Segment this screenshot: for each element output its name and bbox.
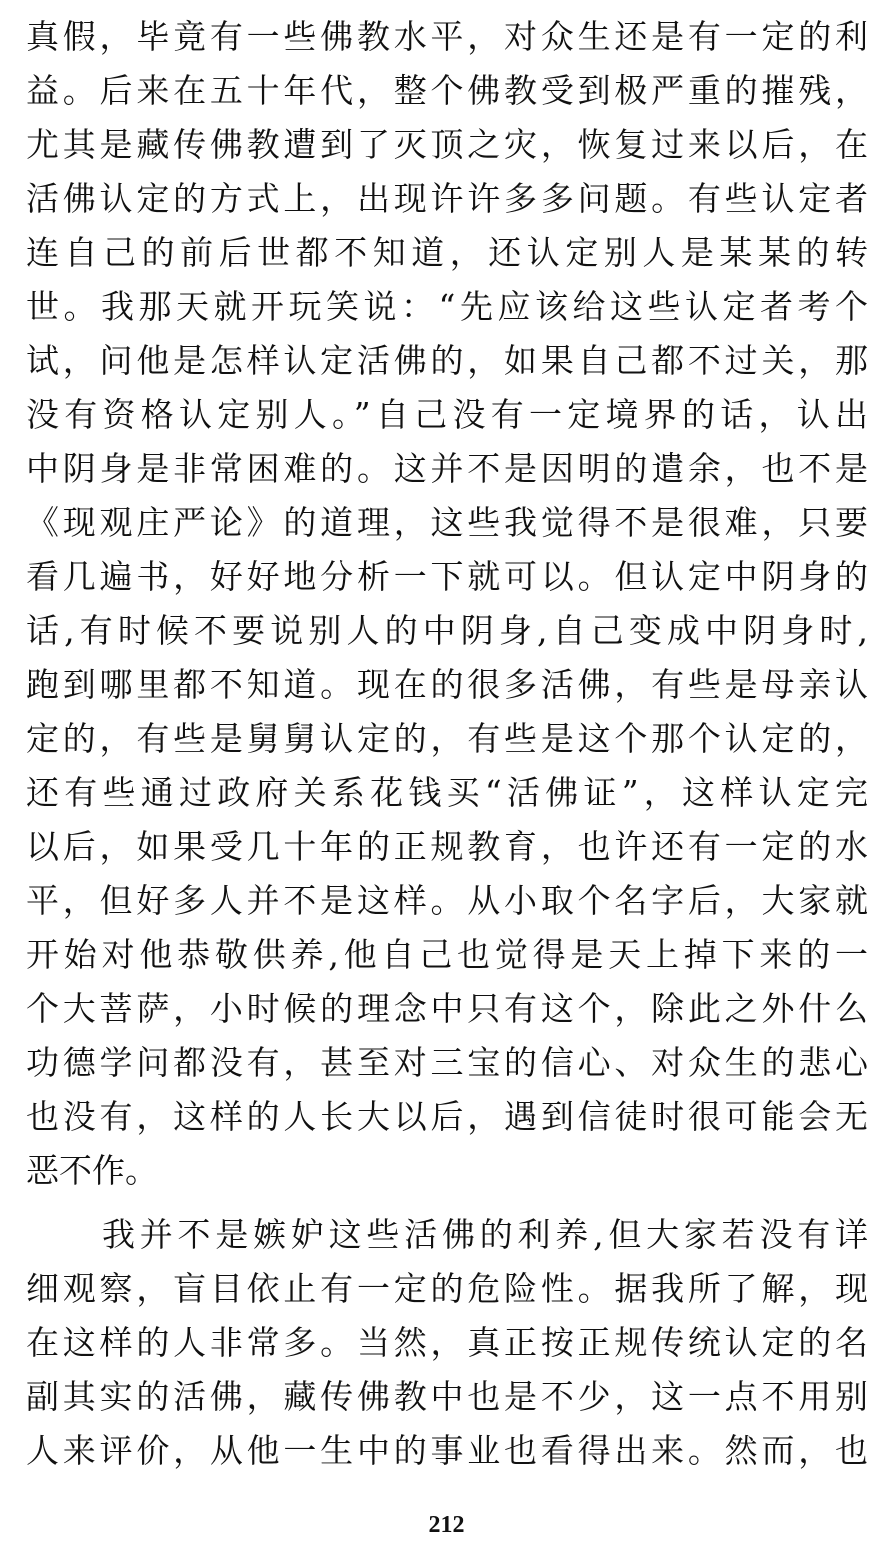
text-line: 在这样的人非常多。当然，真正按正规传统认定的名 [26, 1323, 868, 1362]
text-line: 以后，如果受几十年的正规教育，也许还有一定的水 [26, 827, 868, 866]
text-line: 连自己的前后世都不知道，还认定别人是某某的转 [26, 233, 868, 272]
text-line: 副其实的活佛，藏传佛教中也是不少，这一点不用别 [26, 1377, 868, 1416]
text-line: 我并不是嫉妒这些活佛的利养,但大家若没有详 [102, 1215, 868, 1254]
text-line: 平，但好多人并不是这样。从小取个名字后，大家就 [26, 881, 868, 920]
text-line: 《现观庄严论》的道理，这些我觉得不是很难，只要 [26, 503, 868, 542]
text-line: 没有资格认定别人。”自己没有一定境界的话，认出 [26, 395, 868, 434]
text-line: 看几遍书，好好地分析一下就可以。但认定中阴身的 [26, 557, 868, 596]
page-number: 212 [428, 1512, 465, 1538]
paragraph [26, 1208, 868, 1478]
text-line: 尤其是藏传佛教遭到了灭顶之灾，恢复过来以后，在 [26, 125, 868, 164]
text-line: 世。我那天就开玩笑说：“先应该给这些认定者考个 [26, 287, 868, 326]
text-line: 真假，毕竟有一些佛教水平，对众生还是有一定的利 [26, 17, 868, 56]
text-line: 活佛认定的方式上，出现许许多多问题。有些认定者 [26, 179, 868, 218]
text-line: 恶不作。 [26, 1151, 158, 1190]
text-line: 开始对他恭敬供养,他自己也觉得是天上掉下来的一 [26, 935, 868, 974]
text-line: 定的，有些是舅舅认定的，有些是这个那个认定的， [26, 719, 868, 758]
text-line: 个大菩萨，小时候的理念中只有这个，除此之外什么 [26, 989, 868, 1028]
text-line: 试，问他是怎样认定活佛的，如果自己都不过关，那 [26, 341, 868, 380]
text-line: 益。后来在五十年代，整个佛教受到极严重的摧残， [26, 71, 868, 110]
text-line: 人来评价，从他一生中的事业也看得出来。然而，也 [26, 1431, 868, 1470]
text-line: 中阴身是非常困难的。这并不是因明的遣余，也不是 [26, 449, 868, 488]
paragraph [26, 10, 868, 1198]
text-line: 也没有，这样的人长大以后，遇到信徒时很可能会无 [26, 1097, 868, 1136]
text-line: 还有些通过政府关系花钱买“活佛证”，这样认定完 [26, 773, 868, 812]
text-line: 跑到哪里都不知道。现在的很多活佛，有些是母亲认 [26, 665, 868, 704]
text-line: 功德学问都没有，甚至对三宝的信心、对众生的悲心 [26, 1043, 868, 1082]
body-text [26, 10, 868, 1478]
text-line: 话,有时候不要说别人的中阴身,自己变成中阴身时, [26, 611, 868, 650]
text-line: 细观察，盲目依止有一定的危险性。据我所了解，现 [26, 1269, 868, 1308]
paragraph-gap [26, 1198, 868, 1208]
